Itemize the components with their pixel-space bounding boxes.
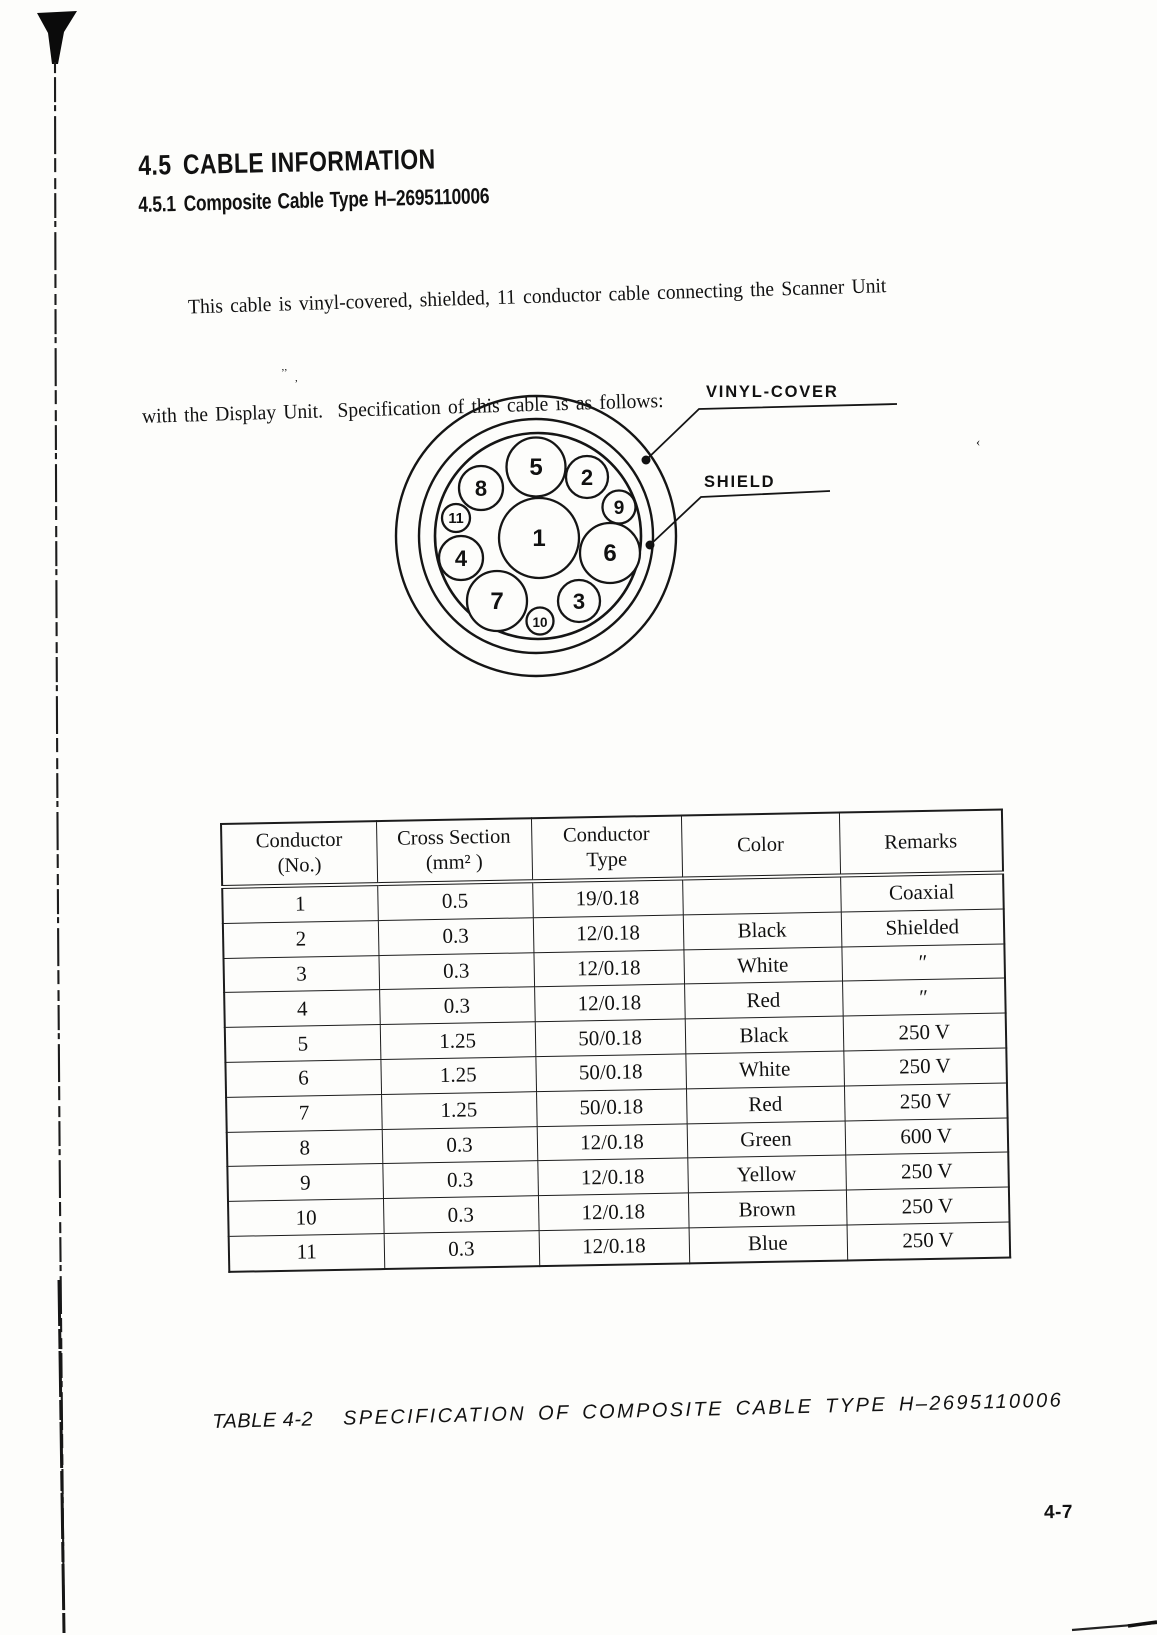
cell-color: Black — [683, 912, 842, 950]
header-line: Conductor — [255, 828, 343, 853]
cell-color: White — [683, 947, 842, 985]
scan-edge-line — [1128, 1622, 1157, 1626]
cell-type: 12/0.18 — [533, 950, 684, 988]
cell-no: 7 — [226, 1094, 382, 1132]
cell-type: 50/0.18 — [536, 1089, 687, 1127]
cell-cross-section: 0.3 — [383, 1196, 539, 1234]
cell-cross-section: 0.5 — [377, 881, 533, 920]
conductor-number: 8 — [474, 476, 488, 501]
cell-no: 11 — [229, 1234, 385, 1272]
cell-remarks: 250 V — [846, 1187, 1010, 1225]
cell-type: 12/0.18 — [538, 1193, 689, 1231]
header-line: (mm² ) — [425, 851, 483, 875]
scan-speck: , — [295, 372, 298, 384]
cell-color: Yellow — [687, 1155, 846, 1193]
cell-no: 1 — [222, 884, 378, 923]
scan-speck: ‹ — [976, 434, 981, 449]
cell-remarks: 250 V — [847, 1222, 1011, 1260]
conductor-number: 5 — [529, 454, 543, 481]
section-title: CABLE INFORMATION — [182, 143, 436, 181]
cell-no: 3 — [223, 955, 379, 993]
cell-type: 12/0.18 — [539, 1228, 690, 1266]
conductor-number: 6 — [603, 540, 617, 567]
scan-wedge-artifact — [37, 11, 77, 64]
col-header-remarks — [839, 810, 1003, 876]
shield-label: SHIELD — [704, 473, 776, 491]
cell-cross-section: 1.25 — [381, 1091, 537, 1129]
vinyl-cover-leader-line — [646, 404, 897, 460]
col-header-color — [681, 813, 840, 879]
table-caption-title: SPECIFICATION OF COMPOSITE CABLE TYPE H–2695110006 — [342, 1389, 1064, 1430]
cell-remarks: 250 V — [845, 1152, 1009, 1190]
col-header-cross-section — [376, 818, 532, 884]
cell-type: 50/0.18 — [535, 1054, 686, 1092]
subsection-number: 4.5.1 — [137, 191, 177, 217]
scan-binding-line — [55, 62, 64, 1633]
conductor-number: 1 — [532, 525, 546, 552]
scan-speck: ’’ — [281, 367, 288, 379]
specification-table — [220, 809, 1011, 1273]
cell-color — [682, 876, 841, 915]
cell-remarks: ″ — [842, 978, 1006, 1016]
cell-no: 9 — [227, 1164, 383, 1202]
cell-type: 12/0.18 — [534, 984, 685, 1022]
cell-no: 8 — [227, 1129, 383, 1167]
cell-remarks: 250 V — [843, 1013, 1007, 1051]
conductor-number: 9 — [613, 498, 625, 519]
cell-cross-section: 0.3 — [384, 1231, 540, 1269]
paragraph-line: with the Display Unit. Specification of this cable is as follows: — [141, 389, 664, 428]
conductor-number: 4 — [454, 546, 468, 571]
conductor-number: 10 — [532, 615, 548, 630]
cell-type: 19/0.18 — [532, 878, 683, 917]
header-line: Conductor — [562, 823, 650, 847]
cell-color: Blue — [689, 1225, 848, 1263]
cell-cross-section: 0.3 — [382, 1126, 538, 1164]
cell-remarks: Coaxial — [840, 873, 1004, 912]
cell-remarks: 250 V — [844, 1083, 1008, 1121]
cell-remarks: 250 V — [843, 1048, 1007, 1086]
conductor-number: 3 — [572, 589, 586, 614]
cell-no: 10 — [228, 1199, 384, 1237]
cell-remarks: Shielded — [841, 909, 1005, 947]
header-line: Color — [736, 833, 785, 856]
cell-no: 4 — [224, 990, 380, 1028]
vinyl-cover-label: VINYL-COVER — [706, 383, 839, 401]
cell-color: Black — [685, 1016, 844, 1054]
section-number: 4.5 — [137, 149, 172, 181]
cell-color: Red — [684, 981, 843, 1019]
cell-color: Green — [687, 1121, 846, 1159]
header-line: (No.) — [277, 854, 322, 877]
cell-cross-section: 1.25 — [380, 1022, 536, 1060]
cell-no: 5 — [225, 1025, 381, 1063]
cell-type: 50/0.18 — [535, 1019, 686, 1057]
paragraph-line: This cable is vinyl-covered, shielded, 11 conductor cable connecting the Scanner Unit — [187, 275, 887, 319]
cell-no: 6 — [225, 1060, 381, 1098]
cell-type: 12/0.18 — [537, 1158, 688, 1196]
cell-cross-section: 0.3 — [382, 1161, 538, 1199]
table-caption-label: TABLE 4-2 — [212, 1408, 314, 1433]
specification-table-wrapper — [220, 809, 1011, 1273]
cell-type: 12/0.18 — [537, 1123, 688, 1161]
header-line: Remarks — [884, 829, 958, 854]
cell-color: Brown — [688, 1190, 847, 1228]
cell-color: White — [685, 1051, 844, 1089]
subsection-title: Composite Cable Type H–2695110006 — [183, 183, 490, 216]
cell-cross-section: 1.25 — [380, 1057, 536, 1095]
cell-cross-section: 0.3 — [378, 952, 534, 990]
col-header-conductor-type — [531, 815, 682, 881]
conductor-number: 11 — [448, 511, 464, 527]
cell-cross-section: 0.3 — [379, 987, 535, 1025]
page-number: 4-7 — [1043, 1501, 1074, 1524]
header-line: Type — [586, 848, 628, 872]
conductor-number: 7 — [490, 588, 504, 615]
cell-color: Red — [686, 1086, 845, 1124]
col-header-conductor-no — [221, 821, 377, 887]
cell-no: 2 — [223, 920, 379, 958]
conductor-number: 2 — [580, 465, 594, 490]
header-line: Cross Section — [396, 825, 511, 850]
cell-cross-section: 0.3 — [378, 918, 534, 956]
cell-type: 12/0.18 — [533, 915, 684, 953]
cell-remarks: 600 V — [845, 1118, 1009, 1156]
cell-remarks: ″ — [841, 944, 1005, 982]
